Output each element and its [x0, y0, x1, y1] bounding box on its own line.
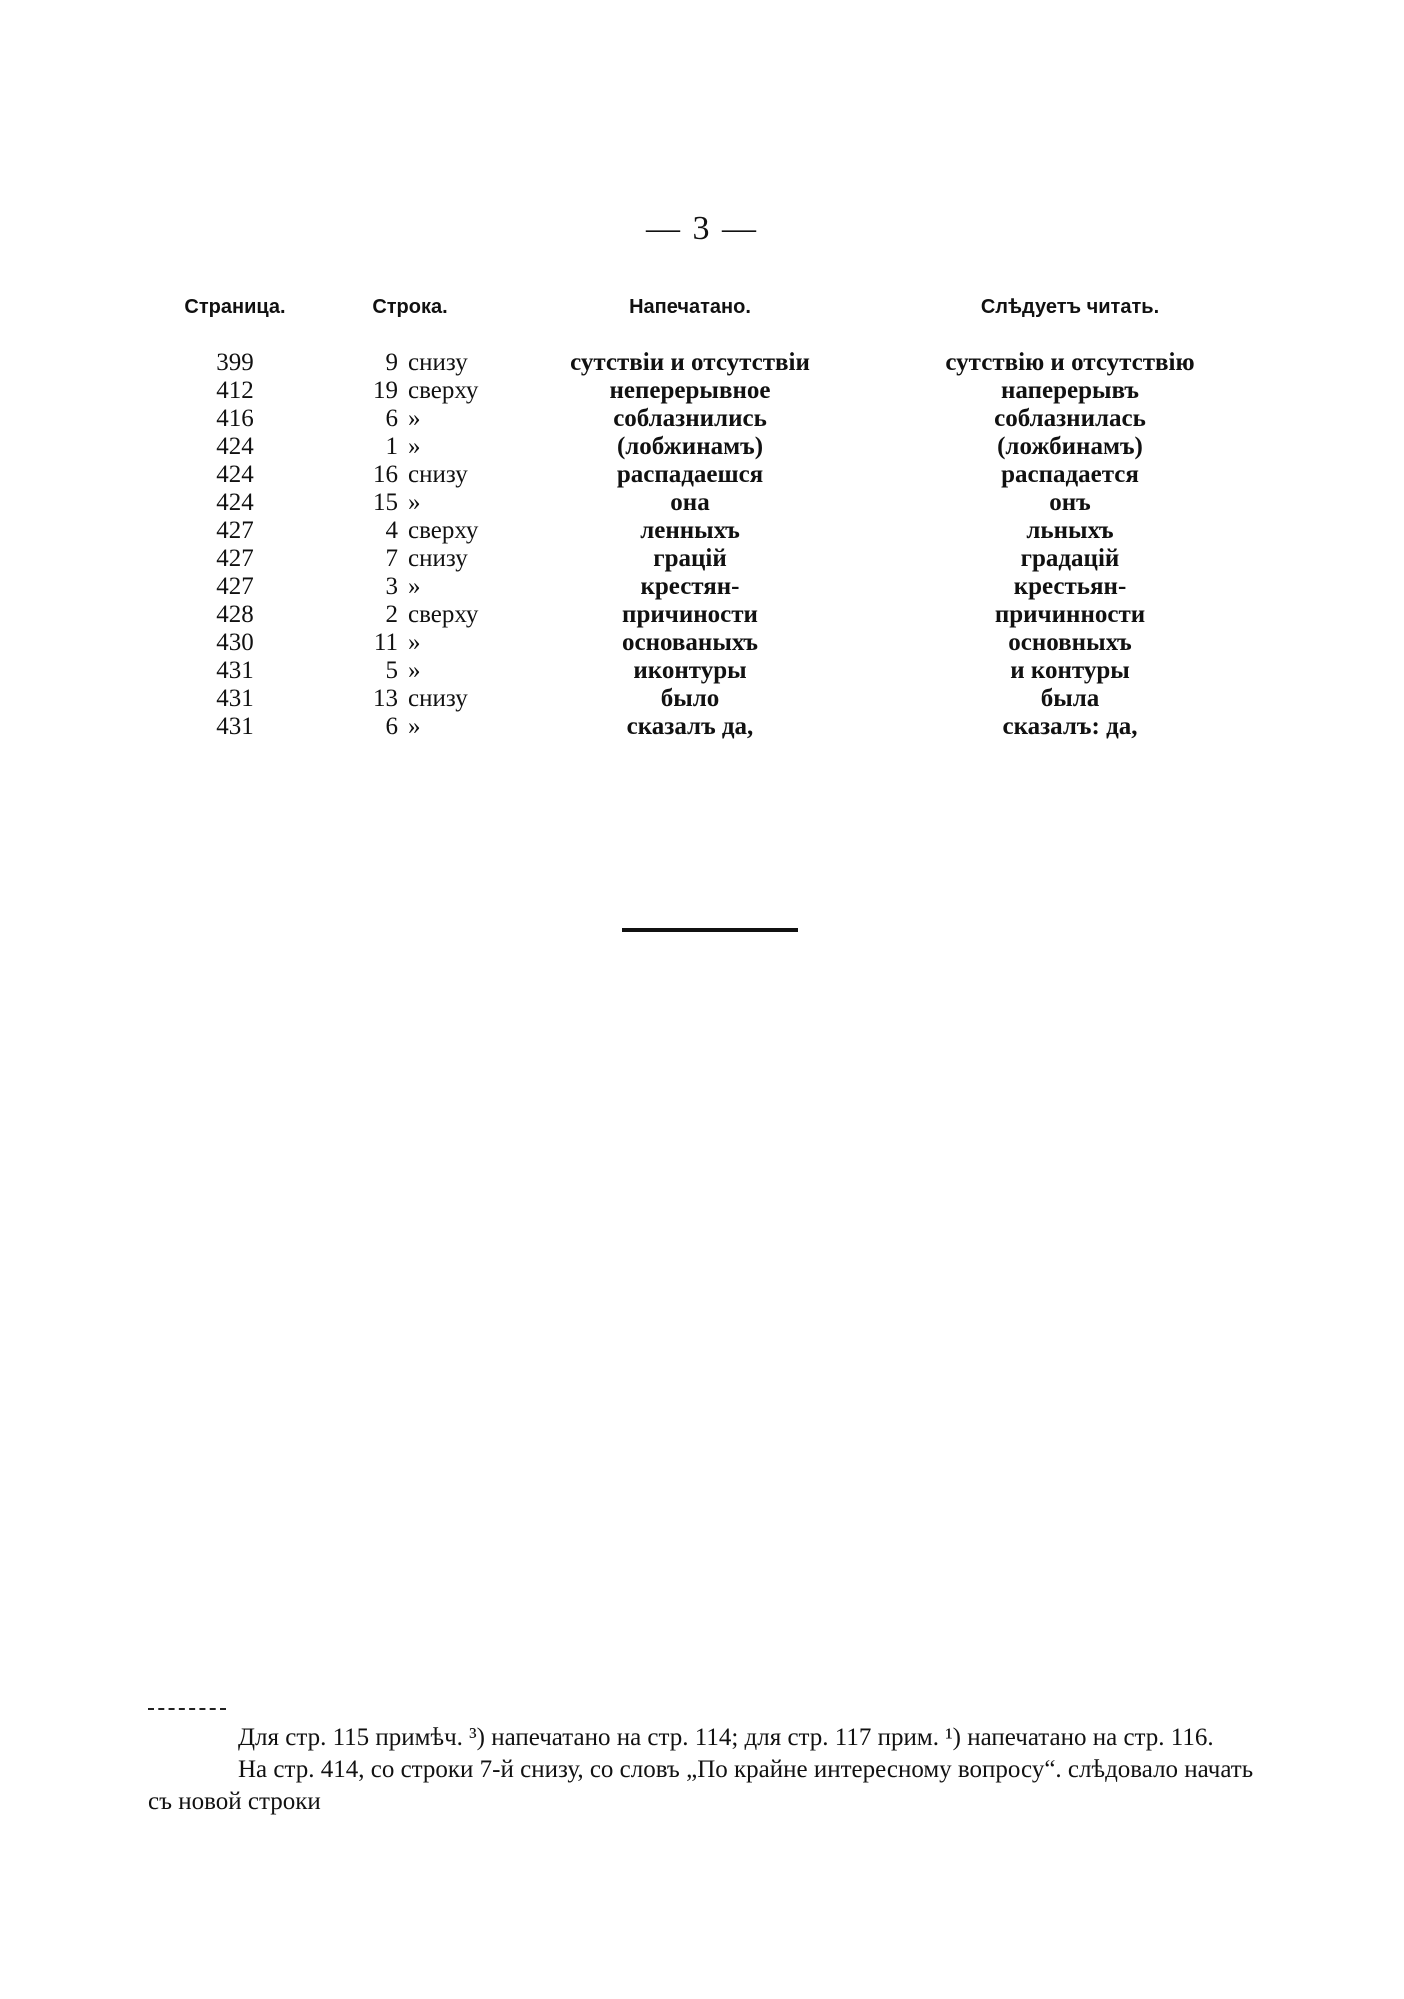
- cell-page: 427: [216, 573, 254, 600]
- line-number: 4: [385, 517, 398, 544]
- line-direction: »: [408, 573, 421, 600]
- errata-row: [150, 433, 1260, 461]
- line-number: 15: [373, 489, 398, 516]
- cell-page: 424: [216, 489, 254, 516]
- errata-row: [150, 713, 1260, 741]
- cell-line: [320, 713, 500, 741]
- line-direction: снизу: [408, 349, 468, 376]
- cell-read: сказалъ: да,: [1002, 713, 1138, 740]
- line-direction: »: [408, 713, 421, 740]
- line-number: 9: [385, 349, 398, 376]
- header-line: Строка.: [372, 296, 448, 318]
- cell-read: наперерывъ: [1001, 377, 1139, 404]
- cell-page: 430: [216, 629, 254, 656]
- errata-row: [150, 685, 1260, 713]
- cell-printed: ленныхъ: [640, 517, 740, 544]
- footnotes: [148, 1722, 1260, 1818]
- cell-page: 399: [216, 349, 254, 376]
- cell-printed: (лобжинамъ): [616, 433, 764, 460]
- cell-read: была: [1040, 685, 1100, 712]
- cell-line: [320, 489, 500, 517]
- line-direction: снизу: [408, 685, 468, 712]
- errata-row: [150, 349, 1260, 377]
- cell-read: градацій: [1020, 545, 1120, 572]
- errata-header-row: [150, 295, 1260, 349]
- line-direction: сверху: [408, 517, 479, 544]
- cell-line: [320, 573, 500, 601]
- cell-read: и контуры: [1010, 657, 1130, 684]
- section-rule: [622, 928, 798, 932]
- header-printed: Напечатано.: [629, 296, 751, 318]
- cell-page: 428: [216, 601, 254, 628]
- line-direction: »: [408, 433, 421, 460]
- cell-page: 431: [216, 713, 254, 740]
- header-page: Страница.: [184, 296, 286, 318]
- cell-printed: распадаешся: [616, 461, 764, 488]
- cell-page: 431: [216, 685, 254, 712]
- errata-row: [150, 489, 1260, 517]
- cell-printed: иконтуры: [633, 657, 747, 684]
- cell-read: (ложбинамъ): [997, 433, 1143, 460]
- footnote-1: Для стр. 115 примѣч. ³) напечатано на стр. 114; для стр. 117 прим. ¹) напечатано на стр. 116.: [238, 1724, 1214, 1751]
- errata-row: [150, 517, 1260, 545]
- cell-read: крестьян-: [1013, 573, 1127, 600]
- cell-page: 431: [216, 657, 254, 684]
- line-number: 19: [373, 377, 398, 404]
- cell-printed: причиности: [622, 601, 758, 628]
- cell-printed: она: [670, 489, 710, 516]
- cell-line: [320, 685, 500, 713]
- line-number: 7: [385, 545, 398, 572]
- cell-page: 424: [216, 433, 254, 460]
- page-number: — 3 —: [646, 210, 758, 247]
- cell-page: 416: [216, 405, 254, 432]
- header-read: Слѣдуетъ читать.: [980, 296, 1160, 318]
- cell-line: [320, 545, 500, 573]
- line-number: 1: [385, 433, 398, 460]
- cell-line: [320, 461, 500, 489]
- line-number: 2: [385, 601, 398, 628]
- cell-line: [320, 405, 500, 433]
- cell-read: онъ: [1049, 489, 1091, 516]
- errata-row: [150, 377, 1260, 405]
- cell-read: причинности: [994, 601, 1146, 628]
- line-direction: »: [408, 657, 421, 684]
- line-number: 5: [385, 657, 398, 684]
- cell-line: [320, 349, 500, 377]
- line-number: 16: [373, 461, 398, 488]
- cell-line: [320, 657, 500, 685]
- errata-table: [150, 295, 1260, 741]
- errata-row: [150, 545, 1260, 573]
- line-direction: снизу: [408, 461, 468, 488]
- cell-printed: соблазнились: [613, 405, 767, 432]
- cell-page: 427: [216, 545, 254, 572]
- line-number: 3: [385, 573, 398, 600]
- cell-line: [320, 601, 500, 629]
- cell-page: 427: [216, 517, 254, 544]
- line-direction: снизу: [408, 545, 468, 572]
- line-direction: »: [408, 405, 421, 432]
- cell-printed: было: [660, 685, 720, 712]
- errata-body: [150, 349, 1260, 741]
- cell-printed: основаныхъ: [622, 629, 758, 656]
- errata-row: [150, 405, 1260, 433]
- cell-line: [320, 629, 500, 657]
- errata-row: [150, 573, 1260, 601]
- cell-read: распадается: [1001, 461, 1139, 488]
- cell-page: 412: [216, 377, 254, 404]
- cell-line: [320, 377, 500, 405]
- line-direction: сверху: [408, 377, 479, 404]
- line-number: 6: [385, 713, 398, 740]
- line-direction: »: [408, 489, 421, 516]
- cell-page: 424: [216, 461, 254, 488]
- cell-read: льныхъ: [1026, 517, 1114, 544]
- cell-printed: сутствіи и отсутствіи: [570, 349, 810, 376]
- errata-row: [150, 629, 1260, 657]
- cell-read: сутствію и отсутствію: [945, 349, 1195, 376]
- errata-row: [150, 461, 1260, 489]
- cell-printed: сказалъ да,: [626, 713, 754, 740]
- line-number: 13: [373, 685, 398, 712]
- line-number: 11: [373, 629, 398, 656]
- footnote-divider: [148, 1708, 226, 1710]
- line-direction: сверху: [408, 601, 479, 628]
- errata-row: [150, 657, 1260, 685]
- cell-line: [320, 433, 500, 461]
- cell-printed: грацій: [653, 545, 727, 572]
- line-direction: »: [408, 629, 421, 656]
- cell-line: [320, 517, 500, 545]
- cell-read: соблазнилась: [994, 405, 1146, 432]
- errata-row: [150, 601, 1260, 629]
- cell-printed: неперерывное: [609, 377, 771, 404]
- cell-printed: крестян-: [640, 573, 740, 600]
- line-number: 6: [385, 405, 398, 432]
- footnote-2: На стр. 414, со строки 7-й снизу, со словъ „По крайне интересному вопросу“. слѣдовало начать съ новой строки: [148, 1756, 1254, 1815]
- cell-read: основныхъ: [1008, 629, 1132, 656]
